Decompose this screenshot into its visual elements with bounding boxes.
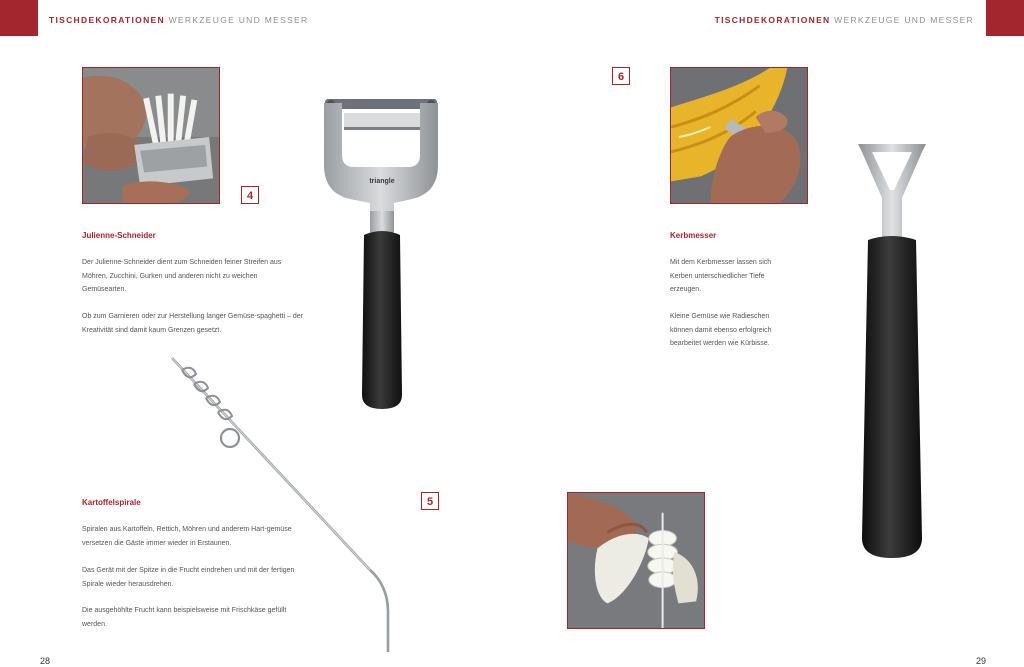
kerbmesser-paragraph-2: Kleine Gemüse wie Radieschen können damit ebenso erfolgreich bearbeitet werden wie Kürbisse. xyxy=(670,313,772,347)
number-badge-4: 4 xyxy=(241,186,259,204)
chapter-tab-left xyxy=(0,0,38,36)
page-number-right: 29 xyxy=(975,656,986,666)
spirale-paragraph-1: Spiralen aus Kartoffeln, Rettich, Möhren und anderem Hart-gemüse versetzen die Gäste immer wieder in Erstaunen. xyxy=(82,526,292,547)
chapter-tab-right xyxy=(986,0,1024,36)
julienne-brand-label: triangle xyxy=(369,178,395,185)
running-head-topic-right: WERKZEUGE UND MESSER xyxy=(834,15,974,25)
kerbmesser-image xyxy=(850,138,940,568)
spirale-paragraph-3: Die ausgehöhlte Frucht kann beispielsweise mit Frischkäse gefüllt werden. xyxy=(82,607,287,628)
page-number-left: 28 xyxy=(40,656,51,666)
julienne-heading: Julienne-Schneider xyxy=(82,231,156,240)
kerbmesser-paragraph-1: Mit dem Kerbmesser lassen sich Kerben unterschiedlicher Tiefe erzeugen. xyxy=(670,259,772,293)
right-page xyxy=(512,0,1024,667)
kerbmesser-heading: Kerbmesser xyxy=(670,231,717,240)
julienne-paragraph-1: Der Julienne-Schneider dient zum Schneiden feiner Streifen aus Möhren, Zucchini, Gurken und anderen nicht zu weichen Gemüsearten. xyxy=(82,259,282,293)
running-head-left xyxy=(49,15,308,25)
spirale-paragraph-2: Das Gerät mit der Spitze in die Frucht eindrehen und mit der fertigen Spirale wieder herausdrehen. xyxy=(82,567,295,588)
potato-spiral-photo xyxy=(567,492,705,629)
running-head-topic: WERKZEUGE UND MESSER xyxy=(168,15,309,25)
running-head-section: TISCHDEKORATIONEN xyxy=(49,15,165,25)
julienne-paragraph-2: Ob zum Garnieren oder zur Herstellung langer Gemüse-spaghetti – der Kreativität sind damit kaum Grenzen gesetzt. xyxy=(82,313,303,334)
spirale-heading: Kartoffelspirale xyxy=(82,498,141,507)
number-badge-5: 5 xyxy=(421,492,439,510)
running-head-section-right: TISCHDEKORATIONEN xyxy=(714,15,831,25)
running-head-right xyxy=(715,15,974,25)
julienne-usage-photo xyxy=(82,67,220,204)
kerbmesser-usage-photo xyxy=(670,67,808,204)
number-badge-6: 6 xyxy=(612,67,630,85)
